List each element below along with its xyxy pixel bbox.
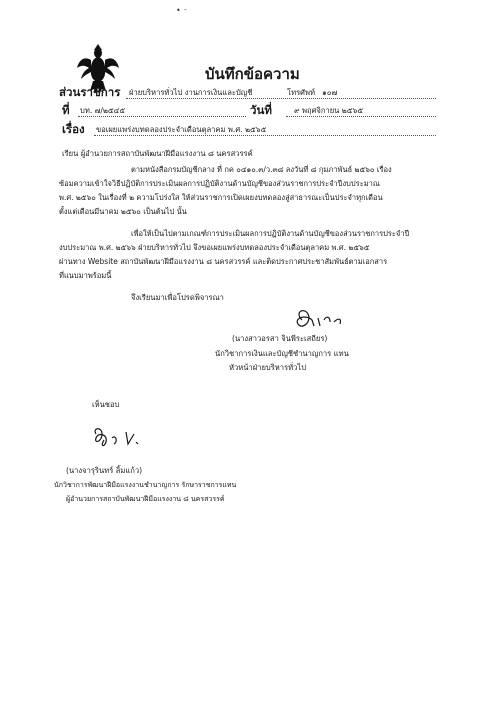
top-mark: • ⁻ — [176, 6, 188, 15]
salutation: เรียน ผู้อำนวยการสถาบันพัฒนาฝีมือแรงงาน ๘ นครสวรรค์ — [62, 149, 253, 158]
ref-label: ที่ — [62, 103, 70, 117]
signature-2-icon — [90, 424, 150, 452]
subject-label: เรื่อง — [62, 122, 85, 136]
phone-label: โทรศัพท์ — [287, 88, 315, 97]
para2-line: ที่แนบมาพร้อมนี้ — [59, 271, 112, 280]
para1-line: ตามหนังสือกรมบัญชีกลาง ที่ กค ๐๔๑๐.๓/ว.๓๘ ลงวันที่ ๘ กุมภาพันธ์ ๒๕๖๐ เรื่อง — [131, 165, 392, 174]
signer2-position2: ผู้อำนวยการสถาบันพัฒนาฝีมือแรงงาน ๘ นครสวรรค์ — [66, 495, 225, 503]
agency-value: ฝ่ายบริหารทั่วไป งานการเงินและบัญชี — [129, 88, 253, 97]
subject-underline — [94, 135, 436, 136]
ref-value: บท. ๗/๒๕๔๕ — [80, 106, 126, 115]
ref-underline — [78, 116, 246, 117]
signer1-name: (นางสาวอรสา จินพีระเสถียร) — [232, 334, 328, 343]
agency-underline — [126, 98, 436, 99]
date-value: ๙ พฤศจิกายน ๒๕๖๕ — [294, 106, 364, 115]
date-underline — [286, 116, 436, 117]
para1-line: ตั้งแต่เดือนมีนาคม ๒๕๖๐ เป็นต้นไป นั้น — [59, 207, 187, 216]
agency-label: ส่วนราชการ — [59, 85, 121, 99]
signature-1-icon — [290, 306, 360, 332]
signer1-position1: นักวิชาการเงินและบัญชีชำนาญการ แทน — [215, 349, 349, 358]
date-label: วันที่ — [250, 103, 272, 117]
para1-line: ซ้อมความเข้าใจวิธีปฏิบัติการประเมินผลการปฏิบัติงานด้านบัญชีของส่วนราชการประจำปีงบประมาณ — [59, 179, 380, 188]
para2-line: งบประมาณ พ.ศ. ๒๕๖๖ ฝ่ายบริหารทั่วไป จึงขอเผยแพร่งบทดลองประจำเดือนตุลาคม พ.ศ. ๒๕๖๕ — [59, 243, 370, 252]
subject-value: ขอเผยแพร่งบทดลองประจำเดือนตุลาคม พ.ศ. ๒๕๖๕ — [96, 125, 267, 134]
closing-text: จึงเรียนมาเพื่อโปรดพิจารณา — [131, 293, 224, 302]
signer2-name: (นางจารุรินทร์ ลิ้มแก้ว) — [66, 466, 143, 475]
signer1-position2: หัวหน้าฝ่ายบริหารทั่วไป — [229, 363, 307, 372]
phone-value: ๑๐๗ — [322, 88, 338, 97]
para2-line: เพื่อให้เป็นไปตามเกณฑ์การประเมินผลการปฏิบัติงานด้านบัญชีของส่วนราชการประจำปี — [131, 229, 410, 238]
para1-line: พ.ศ. ๒๕๖๐ ในเรื่องที่ ๒ ความโปร่งใส ให้ส่วนราชการเปิดเผยงบทดลองสู่สาธารณะเป็นประจำทุกเดือน — [59, 193, 383, 202]
approve-text: เห็นชอบ — [92, 400, 120, 409]
memo-title: บันทึกข้อความ — [205, 65, 300, 83]
signer2-position1: นักวิชาการพัฒนาฝีมือแรงงานชำนาญการ รักษาราชการแทน — [54, 481, 237, 489]
para2-line: ผ่านทาง Website สถาบันพัฒนาฝีมือแรงงาน ๘ นครสวรรค์ และติดประกาศประชาสัมพันธ์ตามเอกสาร — [59, 257, 388, 266]
